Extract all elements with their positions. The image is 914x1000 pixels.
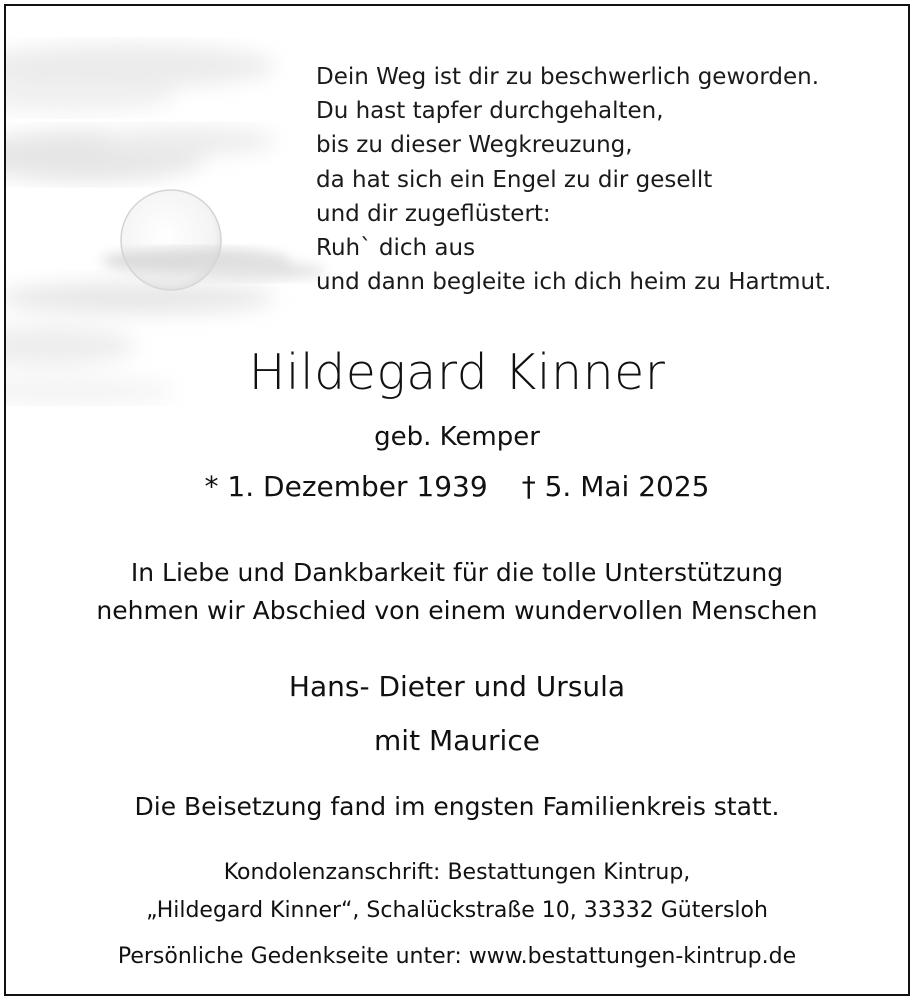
poem-line: und dir zugeflüstert: bbox=[316, 200, 551, 227]
poem bbox=[316, 60, 896, 299]
condolence-line: Kondolenzanschrift: Bestattungen Kintrup, bbox=[223, 860, 691, 885]
cloud-top bbox=[6, 44, 276, 112]
mourner-line: Hans- Dieter und Ursula bbox=[288, 670, 626, 703]
thanks-message bbox=[6, 554, 908, 630]
poem-line: und dann begleite ich dich heim zu Hartmut. bbox=[316, 269, 832, 296]
cloud-middle bbox=[6, 127, 276, 182]
poem-line: Du hast tapfer durchgehalten, bbox=[316, 98, 664, 125]
mourner-line: mit Maurice bbox=[374, 724, 540, 757]
obituary-card bbox=[4, 4, 910, 996]
poem-line: Dein Weg ist dir zu beschwerlich geworden. bbox=[316, 64, 820, 90]
maiden-name: geb. Kemper bbox=[374, 422, 540, 452]
poem-line: da hat sich ein Engel zu dir gesellt bbox=[316, 166, 713, 193]
condolence-address bbox=[6, 854, 908, 930]
death-date: † 5. Mai 2025 bbox=[521, 470, 710, 503]
memorial-page-link[interactable]: Persönliche Gedenkseite unter: www.bestattungen-kintrup.de bbox=[117, 944, 797, 969]
birth-date: * 1. Dezember 1939 bbox=[204, 470, 488, 503]
thanks-line: In Liebe und Dankbarkeit für die tolle Unterstützung bbox=[130, 558, 784, 587]
poem-line: Ruh` dich aus bbox=[316, 235, 476, 262]
mourners bbox=[6, 660, 908, 768]
poem-line: bis zu dieser Wegkreuzung, bbox=[316, 132, 633, 159]
thanks-line: nehmen wir Abschied von einem wundervollen Menschen bbox=[96, 596, 818, 625]
deceased-name: Hildegard Kinner bbox=[248, 344, 666, 401]
life-dates bbox=[6, 470, 908, 503]
burial-note: Die Beisetzung fand im engsten Familienkreis statt. bbox=[134, 792, 780, 821]
condolence-line: „Hildegard Kinner“, Schalückstraße 10, 33332 Gütersloh bbox=[146, 898, 768, 923]
